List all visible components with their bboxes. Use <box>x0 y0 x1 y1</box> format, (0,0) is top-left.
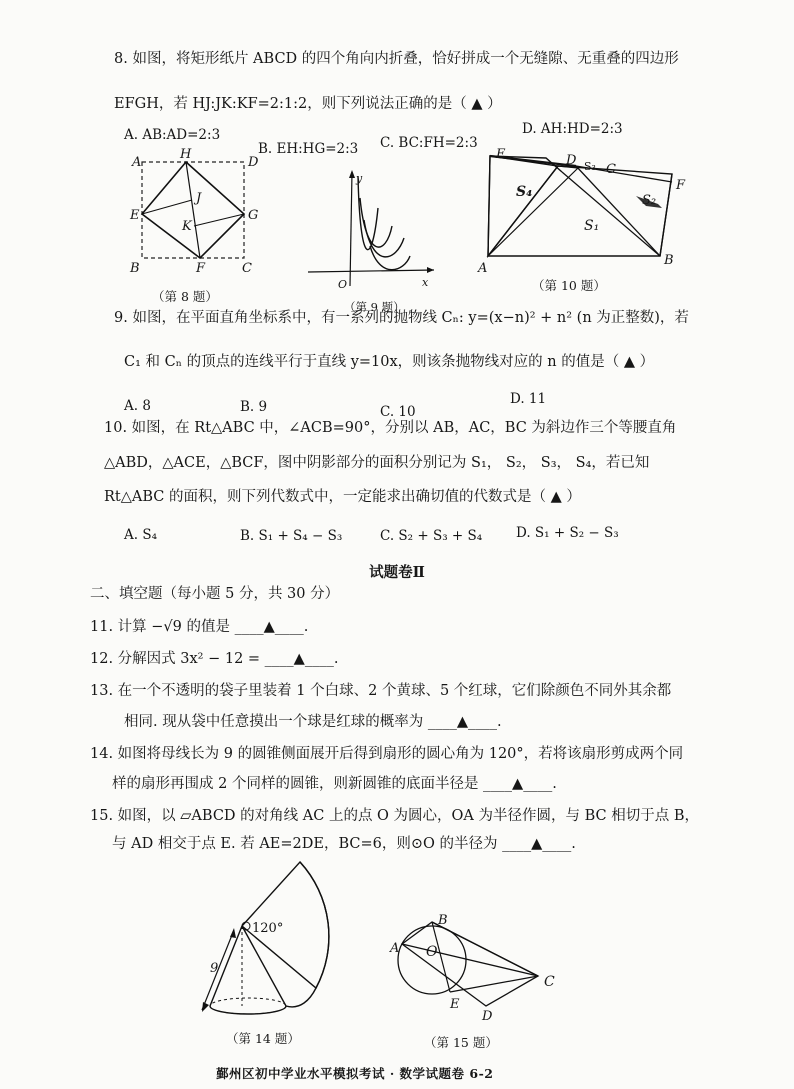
q9-option-c: C. 10 <box>380 404 416 420</box>
section-header: 二、填空题（每小题 5 分，共 30 分） <box>90 586 340 602</box>
q11: 11. 计算 −√9 的值是 ____▲____. <box>90 619 309 635</box>
q9-option-a: A. 8 <box>124 398 151 414</box>
q15-caption: （第 15 题） <box>424 1035 498 1050</box>
q15-label-E: E <box>450 997 460 1012</box>
q8-label-A: A <box>132 155 142 170</box>
q10-label-S1: S₁ <box>584 218 600 234</box>
q8-line1: 8. 如图，将矩形纸片 ABCD 的四个角向内折叠，恰好拼成一个无缝隙、无重叠的四边形 <box>114 51 679 67</box>
q9-label-x: x <box>422 276 429 289</box>
q8-option-a: A. AB:AD=2:3 <box>124 127 221 143</box>
q10-label-S2: S₂ <box>642 193 657 208</box>
q10-label-C: C <box>606 162 616 177</box>
q9-caption: （第 9 题） <box>344 300 405 314</box>
q8-option-c: C. BC:FH=2:3 <box>380 135 478 151</box>
q8-label-C: C <box>242 261 252 276</box>
q15-label-D: D <box>482 1009 493 1024</box>
q8-line2: EFGH，若 HJ:JK:KF=2:1:2，则下列说法正确的是（ ▲ ） <box>114 96 502 112</box>
q15-line2: 与 AD 相交于点 E. 若 AE=2DE，BC=6，则⊙O 的半径为 ____▲____. <box>112 836 576 852</box>
q9-line1: 9. 如图，在平面直角坐标系中，有一系列的抛物线 Cₙ: y=(x−n)² + n² (n 为正整数)，若 <box>114 310 689 326</box>
q8-label-B: B <box>130 261 140 276</box>
q14-figure <box>190 860 380 1030</box>
q10-label-D: D <box>566 153 577 168</box>
q10-caption: （第 10 题） <box>532 278 606 293</box>
q8-label-K: K <box>182 219 192 234</box>
q10-line3: Rt△ABC 的面积，则下列代数式中，一定能求出确切值的代数式是（ ▲ ） <box>104 489 581 505</box>
q10-option-a: A. S₄ <box>124 527 157 543</box>
q15-label-B: B <box>438 913 448 928</box>
q8-label-J: J <box>196 191 202 206</box>
q9-option-b: B. 9 <box>240 399 268 415</box>
q12: 12. 分解因式 3x² − 12 = ____▲____. <box>90 651 339 667</box>
q13-line2: 相同. 现从袋中任意摸出一个球是红球的概率为 ____▲____. <box>124 714 502 730</box>
q14-line1: 14. 如图将母线长为 9 的圆锥侧面展开后得到扇形的圆心角为 120°，若将该扇形剪成两个同 <box>90 746 684 762</box>
q10-option-b: B. S₁ + S₄ − S₃ <box>240 528 343 544</box>
q10-label-A: A <box>478 261 488 276</box>
q8-figure <box>120 148 280 278</box>
q8-label-G: G <box>248 208 259 223</box>
q9-label-O: O <box>338 278 348 291</box>
q10-label-B: B <box>664 253 674 268</box>
q14-label-angle: 120° <box>252 921 284 936</box>
q10-label-S4: S₄ <box>516 184 533 200</box>
q10-line1: 10. 如图，在 Rt△ABC 中，∠ACB=90°，分别以 AB，AC，BC 为斜边作三个等腰直角 <box>104 420 677 436</box>
q10-figure <box>476 146 691 276</box>
q10-label-E: E <box>496 147 506 162</box>
q10-label-S3: S₃ <box>584 160 596 173</box>
q15-figure <box>388 910 568 1024</box>
q8-label-H: H <box>180 147 192 162</box>
q8-option-d: D. AH:HD=2:3 <box>522 121 623 137</box>
q8-label-D: D <box>248 155 259 170</box>
q8-option-b: B. EH:HG=2:3 <box>258 141 359 157</box>
section-title: 试题卷Ⅱ <box>369 564 425 581</box>
q15-line1: 15. 如图，以 ▱ABCD 的对角线 AC 上的点 O 为圆心，OA 为半径作圆，与 BC 相切于点 B， <box>90 808 700 824</box>
q9-label-y: y <box>356 172 363 185</box>
q8-label-F: F <box>196 261 206 276</box>
q8-label-E: E <box>130 208 140 223</box>
q14-caption: （第 14 题） <box>226 1031 300 1046</box>
q15-label-O: O <box>426 944 438 960</box>
q9-option-d: D. 11 <box>510 391 547 407</box>
q15-label-C: C <box>544 974 555 990</box>
q10-line2: △ABD，△ACE，△BCF，图中阴影部分的面积分别记为 S₁， S₂， S₃， S₄，若已知 <box>104 455 650 471</box>
q13-line1: 13. 在一个不透明的袋子里装着 1 个白球、2 个黄球、5 个红球，它们除颜色不同外其余都 <box>90 683 672 699</box>
page-footer: 鄞州区初中学业水平模拟考试 · 数学试题卷 6-2 <box>216 1066 494 1081</box>
q15-label-A: A <box>390 941 400 956</box>
q14-line2: 样的扇形再围成 2 个同样的圆锥，则新圆锥的底面半径是 ____▲____. <box>112 776 557 792</box>
q14-label-len: 9 <box>210 961 219 976</box>
q8-caption: （第 8 题） <box>152 289 218 304</box>
q9-figure <box>300 168 445 298</box>
q9-line2: C₁ 和 Cₙ 的顶点的连线平行于直线 y=10x，则该条抛物线对应的 n 的值是（ ▲ ） <box>124 354 655 370</box>
q10-label-F: F <box>676 178 686 193</box>
q10-option-c: C. S₂ + S₃ + S₄ <box>380 528 483 544</box>
q10-option-d: D. S₁ + S₂ − S₃ <box>516 525 619 541</box>
